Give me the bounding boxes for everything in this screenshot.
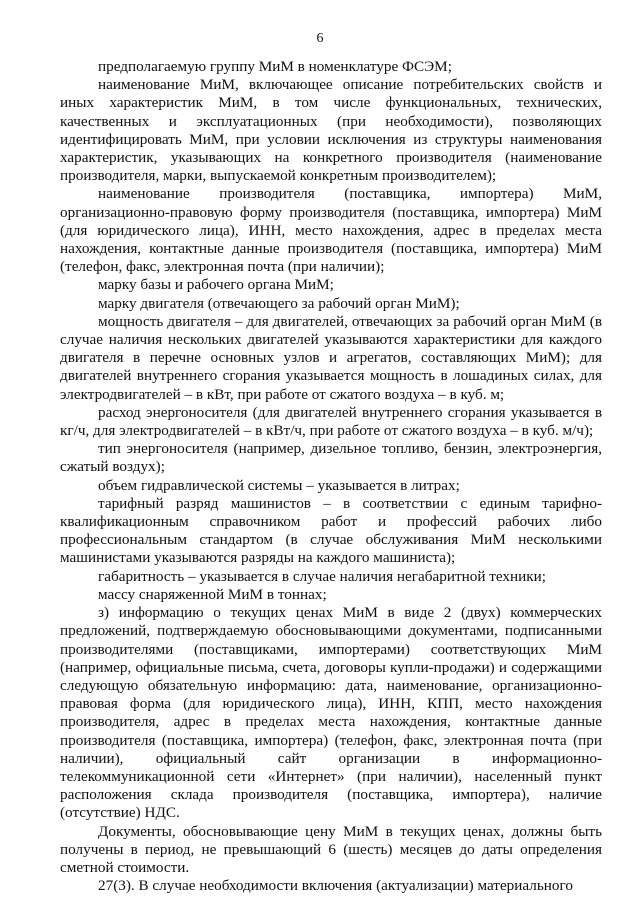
paragraph: массу снаряженной МиМ в тоннах; — [98, 585, 327, 603]
paragraph: наименование производителя (поставщика, импортера) МиМ, организационно-правовую форму производителя (поставщика, импортера) МиМ (для юридического лица), ИНН, место нахождения, адрес в пределах места нахождения, контактные данные производителя (поставщика, импортера) МиМ (телефон, факс, электронная почта (при наличии); — [60, 185, 602, 276]
paragraph: предполагаемую группу МиМ в номенклатуре ФСЭМ; — [98, 58, 452, 75]
paragraph: 27(3). В случае необходимости включения (актуализации) материального — [98, 877, 573, 895]
paragraph: тип энергоносителя (например, дизельное топливо, бензин, электроэнергия, сжатый воздух); — [60, 440, 602, 476]
paragraph: мощность двигателя – для двигателей, отвечающих за рабочий орган МиМ (в случае наличия нескольких двигателей указываются характеристики для каждого двигателя в перечне основных узлов и агрегатов, составляющих МиМ); для двигателей внутреннего сгорания указывается мощность в лошадиных силах, для электродвигателей – в кВт, при работе от сжатого воздуха – в куб. м; — [60, 312, 602, 403]
paragraph: наименование МиМ, включающее описание потребительских свойств и иных характеристик МиМ, в том числе функциональных, технических, качественных и эксплуатационных (при необходимости), позволяющих идентифицировать МиМ, при условии исключения из структуры наименования характеристик, указывающих на конкретного производителя (наименование производителя, марки, выпускаемой конкретным производителем); — [60, 76, 602, 185]
paragraph: тарифный разряд машинистов – в соответствии с единым тарифно-квалификационным справочником работ и профессий рабочих либо профессиональным стандартом (в случае обслуживания МиМ несколькими машинистами указываются разряды на каждого машиниста); — [60, 494, 602, 567]
paragraph: марку базы и рабочего органа МиМ; — [98, 276, 334, 294]
paragraph: Документы, обосновывающие цену МиМ в текущих ценах, должны быть получены в период, не превышающий 6 (шесть) месяцев до даты определения сметной стоимости. — [60, 822, 602, 876]
paragraph: з) информацию о текущих ценах МиМ в виде 2 (двух) коммерческих предложений, подтверждаемую обосновывающими документами, подписанными производителями (поставщиками, импортерами) соответствующих МиМ (например, официальные письма, счета, договоры купли-продажи) и содержащими следующую обязательную информацию: дата, наименование, организационно-правовая форма (для юридического лица), ИНН, КПП, место нахождения производителя, адрес в пределах места нахождения, контактные данные производителя (поставщика, импортера) (телефон, факс, электронная почта (при наличии), официальный сайт организации в информационно-телекоммуникационной сети «Интернет» (при наличии), населенный пункт расположения склада производителя (поставщика, импортера), наличие (отсутствие) НДС. — [60, 604, 602, 822]
paragraph: габаритность – указывается в случае наличия негабаритной техники; — [98, 567, 546, 585]
paragraph: объем гидравлической системы – указывается в литрах; — [98, 476, 460, 494]
paragraph: марку двигателя (отвечающего за рабочий орган МиМ); — [98, 294, 460, 312]
page-number: 6 — [316, 31, 324, 46]
paragraph: расход энергоносителя (для двигателей внутреннего сгорания указывается в кг/ч, для электродвигателей – в кВт/ч, при работе от сжатого воздуха – в куб. м/ч); — [60, 403, 602, 440]
document-body — [60, 58, 602, 895]
